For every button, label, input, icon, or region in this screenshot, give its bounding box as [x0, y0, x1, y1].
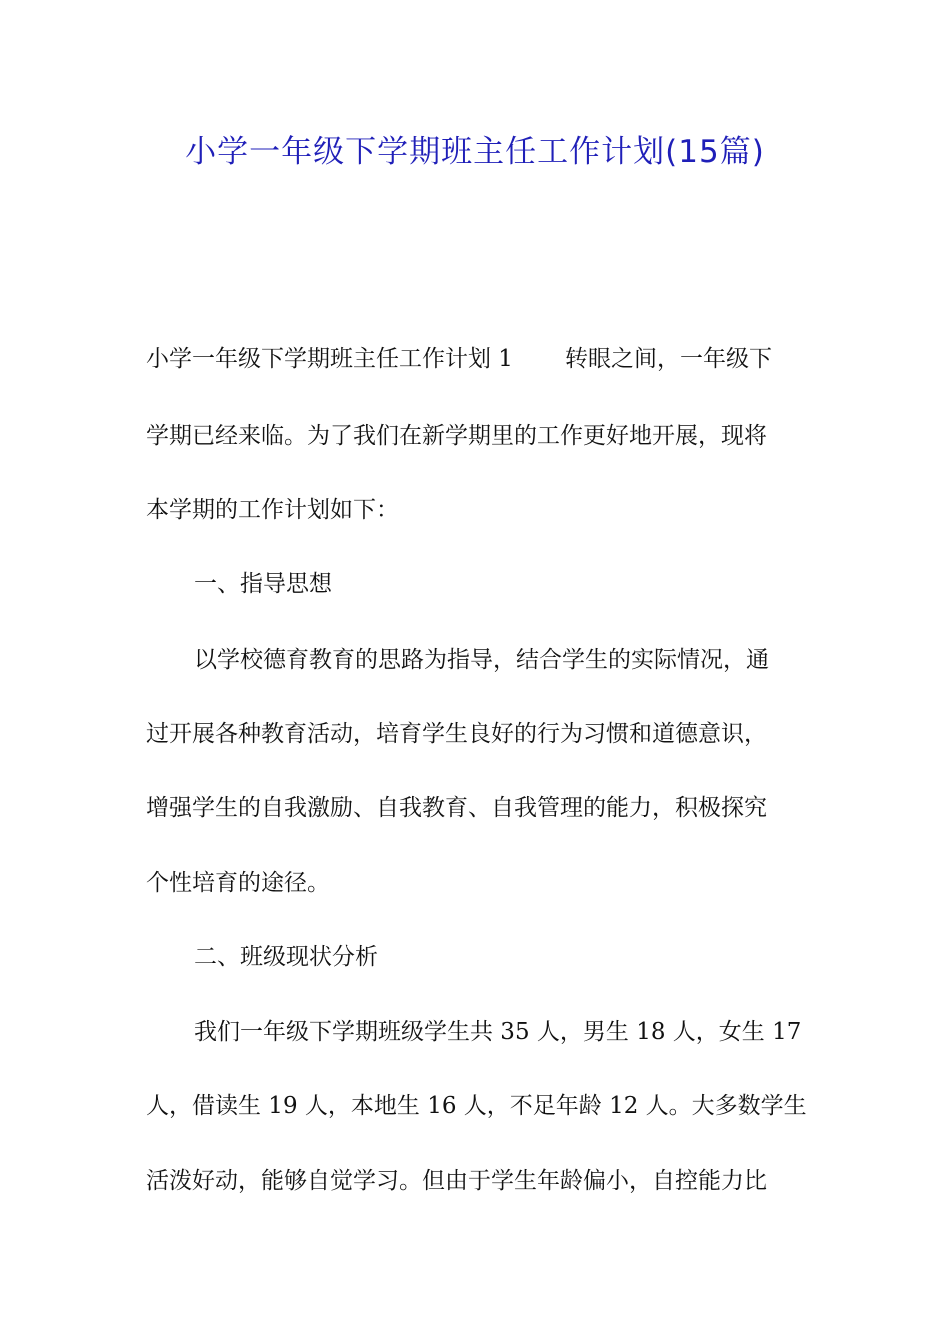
paragraph-line: 学期已经来临。为了我们在新学期里的工作更好地开展，现将 — [146, 423, 767, 449]
paragraph-line: 个性培育的途径。 — [146, 870, 330, 896]
section-heading-inline: 小学一年级下学期班主任工作计划 1 — [146, 346, 513, 372]
paragraph-line: 本学期的工作计划如下： — [146, 497, 399, 523]
paragraph-line — [146, 342, 806, 376]
section-heading: 一、指导思想 — [194, 571, 332, 597]
section-heading: 二、班级现状分析 — [194, 944, 378, 970]
paragraph-line: 人，借读生 19 人，本地生 16 人，不足年龄 12 人。大多数学生 — [146, 1093, 807, 1119]
document-title: 小学一年级下学期班主任工作计划(15篇) — [185, 134, 765, 170]
paragraph-line: 过开展各种教育活动，培育学生良好的行为习惯和道德意识， — [146, 721, 767, 747]
paragraph-line: 增强学生的自我激励、自我教育、自我管理的能力，积极探究 — [146, 795, 767, 821]
paragraph-line: 以学校德育教育的思路为指导，结合学生的实际情况，通 — [194, 647, 769, 673]
line-continuation: 转眼之间，一年级下 — [564, 346, 772, 372]
paragraph-line: 我们一年级下学期班级学生共 35 人，男生 18 人，女生 17 — [194, 1019, 802, 1045]
paragraph-line: 活泼好动，能够自觉学习。但由于学生年龄偏小，自控能力比 — [146, 1168, 767, 1194]
